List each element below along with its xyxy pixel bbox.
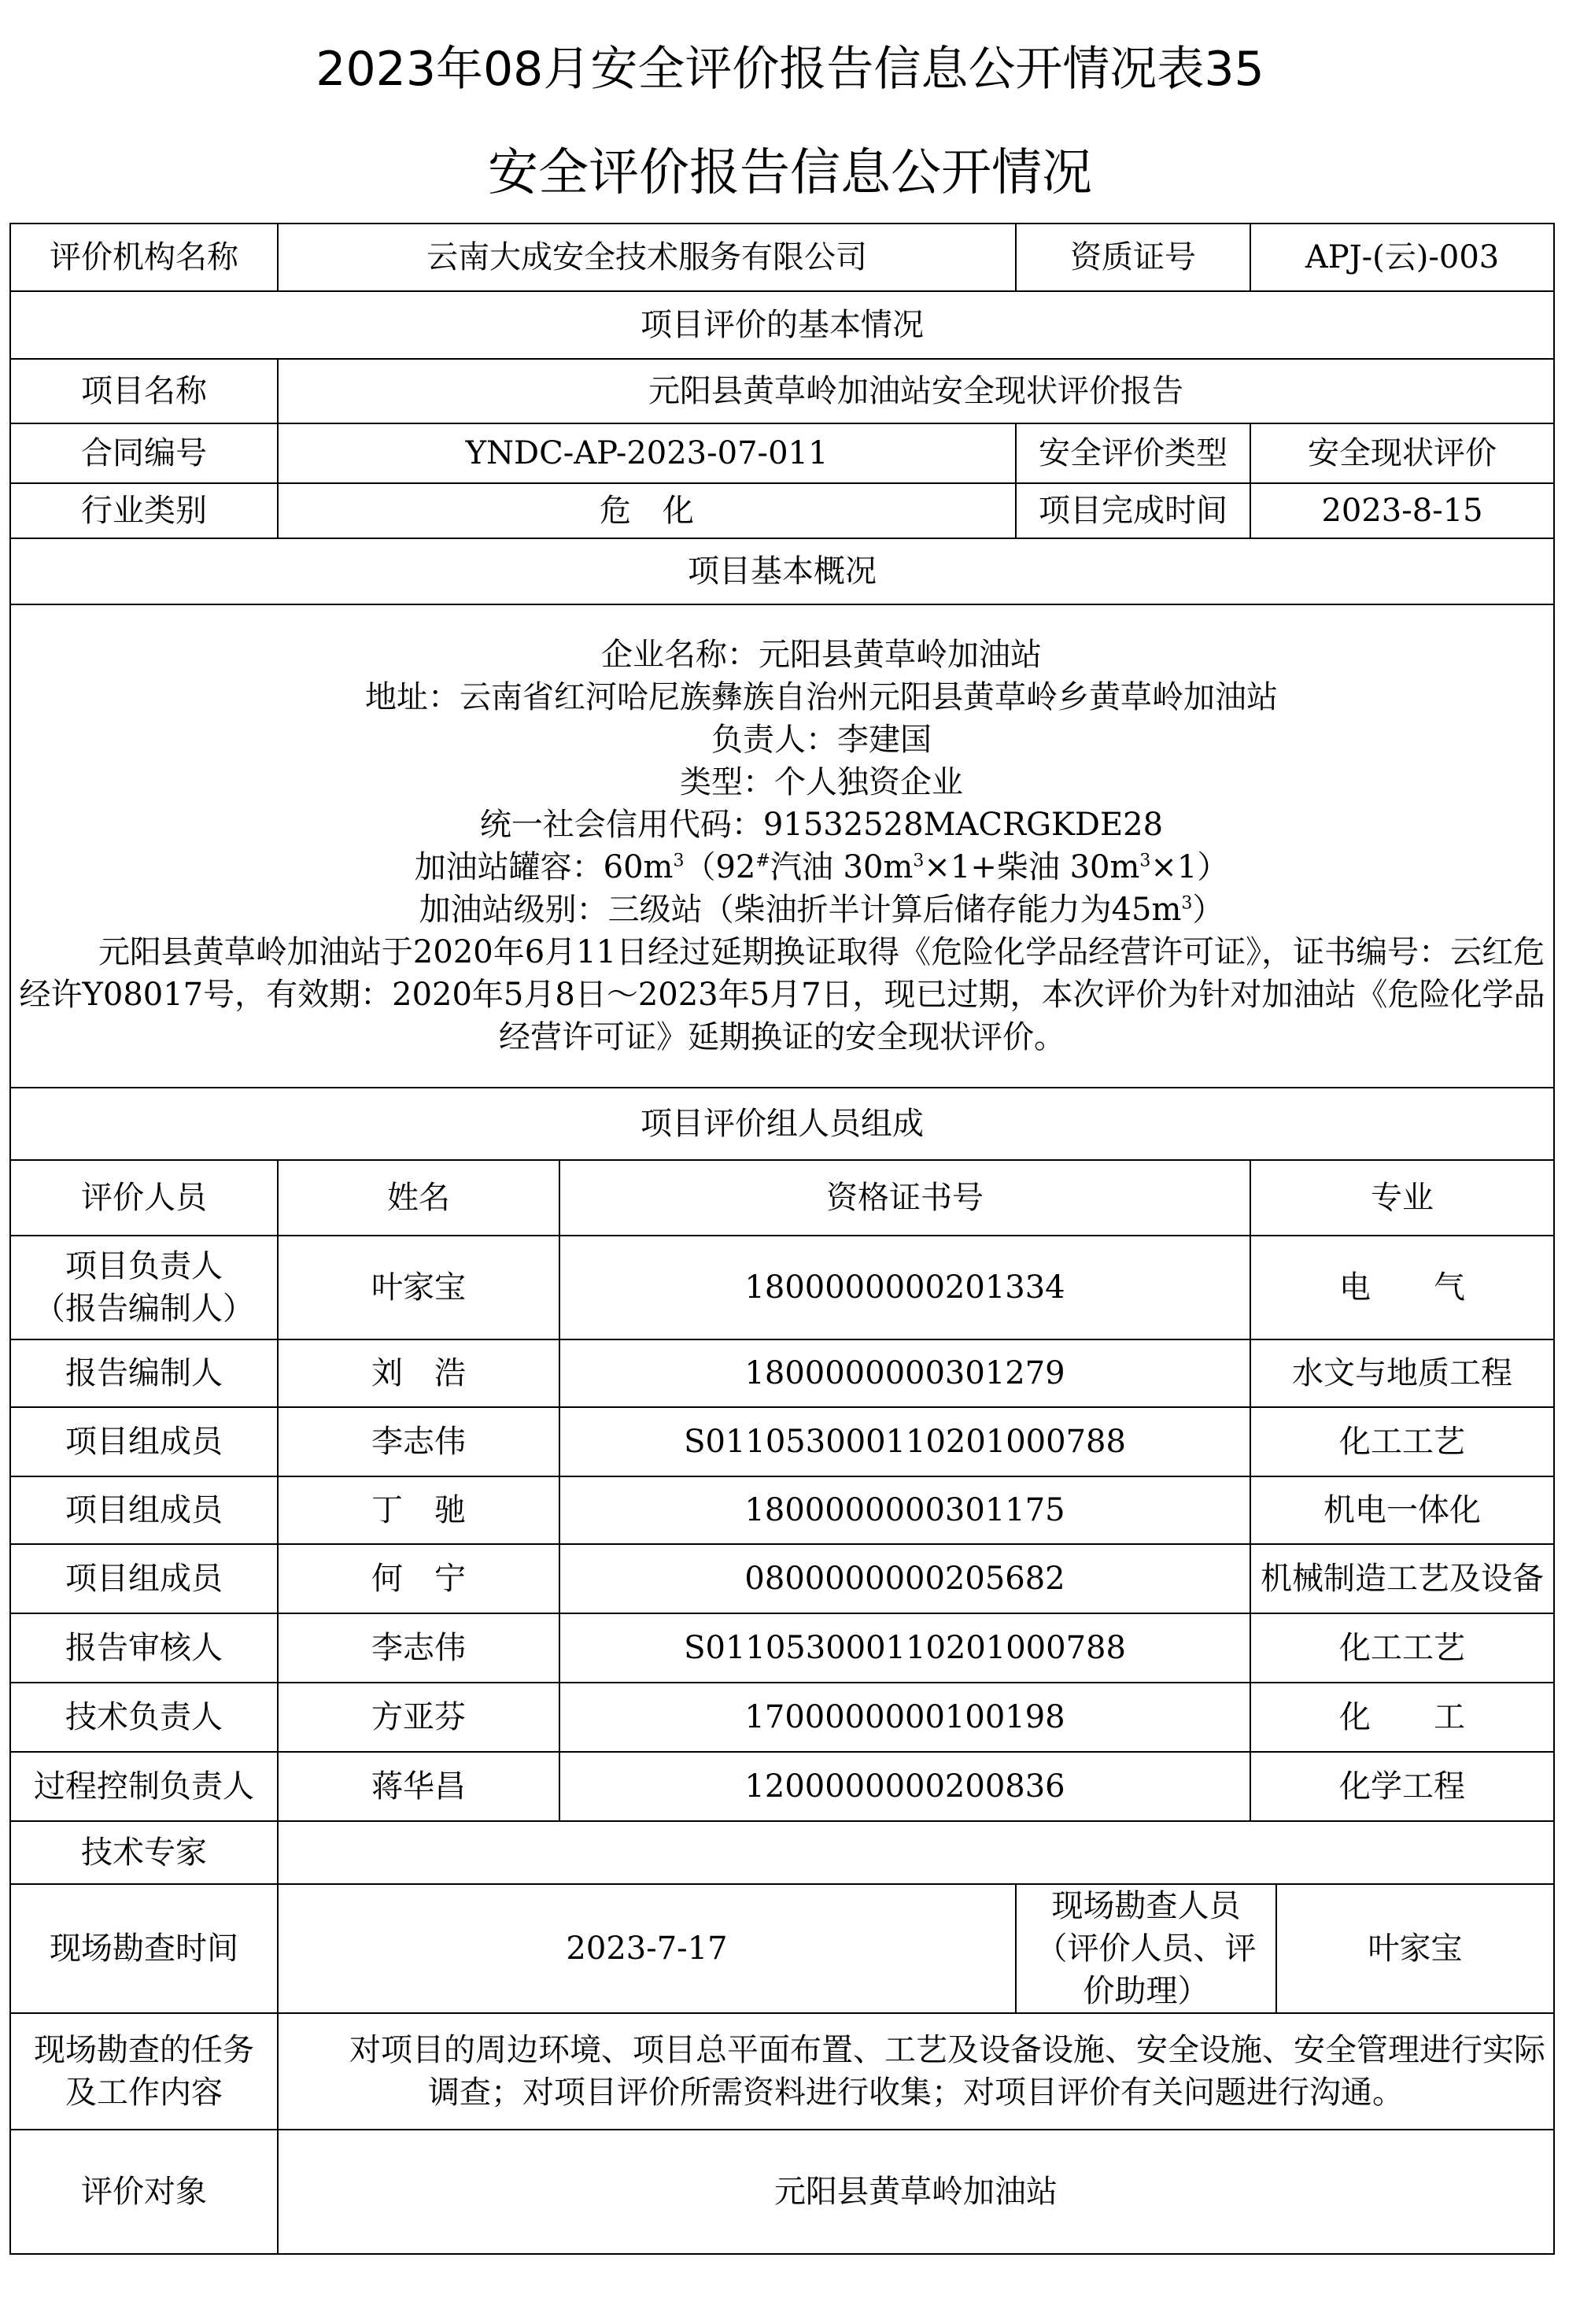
site-row [10,1884,1554,2013]
table-row [10,1236,1554,1339]
task-label-line: 现场勘查的任务 [34,2032,254,2068]
capacity-sup: # [755,851,770,871]
member-name: 方亚芬 [278,1683,559,1752]
industry-value: 危 化 [278,483,1016,538]
capacity-sup: 3 [913,851,925,871]
level-text: 加油站级别：三级站（柴油折半计算后储存能力为45m [419,892,1182,928]
overview-capacity [17,846,1547,889]
task-content [278,2013,1554,2130]
industry-label: 行业类别 [10,483,278,538]
disclosure-table [9,223,1555,2255]
member-major: 电 气 [1250,1236,1554,1339]
member-name: 刘 浩 [278,1339,559,1407]
member-role: 项目组成员 [10,1407,278,1476]
capacity-text: ×1） [1150,849,1229,885]
overview-credit-code: 统一社会信用代码：91532528MACRGKDE28 [479,807,1164,843]
eval-type-value: 安全现状评价 [1250,423,1554,483]
table-row [10,1613,1554,1683]
overview-section-title: 项目基本概况 [10,538,1554,604]
capacity-text: 加油站罐容：60m [414,849,674,885]
member-major: 化工工艺 [1250,1613,1554,1683]
overview-company: 企业名称：元阳县黄草岭加油站 [601,637,1043,673]
member-major: 化学工程 [1250,1752,1554,1821]
capacity-text: 汽油 30m [770,849,914,885]
member-role: 报告审核人 [10,1613,278,1683]
member-cert: 0800000000205682 [559,1544,1250,1613]
level-sup: 3 [1181,893,1193,914]
site-staff-label [1016,1884,1276,2013]
member-name: 丁 驰 [278,1476,559,1544]
member-name: 李志伟 [278,1407,559,1476]
object-value: 元阳县黄草岭加油站 [278,2130,1554,2254]
member-cert: 1800000000201334 [559,1236,1250,1339]
table-row [10,1407,1554,1476]
capacity-text: （92 [684,849,756,885]
member-name: 蒋华昌 [278,1752,559,1821]
overview-paragraph: 元阳县黄草岭加油站于2020年6月11日经过延期换证取得《危险化学品经营许可证》，证书编号：云红危经许Y08017号，有效期：2020年5月8日～2023年5月7日，现已过期，本次评价为针对加油站《危险化学品经营许可证》延期换证的安全现状评价。 [19,934,1545,1055]
object-row [10,2130,1554,2254]
expert-row [10,1821,1554,1884]
overview-level [17,889,1547,931]
document-subtitle: 安全评价报告信息公开情况 [488,144,1092,202]
task-label-line: 及工作内容 [65,2075,223,2111]
member-cert: S011053000110201000788 [559,1407,1250,1476]
expert-label: 技术专家 [10,1821,278,1884]
table-row [10,1544,1554,1613]
member-cert: 1800000000301279 [559,1339,1250,1407]
header-cert: 资格证书号 [559,1160,1250,1236]
role-line: 项目负责人 [65,1248,223,1284]
site-time-value: 2023-7-17 [278,1884,1016,2013]
overview-person: 负责人：李建国 [711,722,932,758]
capacity-sup: 3 [673,851,685,871]
member-role [10,1236,278,1339]
member-major: 化工工艺 [1250,1407,1554,1476]
member-major: 机械制造工艺及设备 [1250,1544,1554,1613]
team-header-row [10,1160,1554,1236]
capacity-text: ×1+柴油 30m [924,849,1140,885]
table-row [10,1752,1554,1821]
member-major: 水文与地质工程 [1250,1339,1554,1407]
staff-label-line: （评价人员、评价助理） [1035,1931,1257,2009]
project-name-value: 元阳县黄草岭加油站安全现状评价报告 [278,359,1554,423]
member-major: 化 工 [1250,1683,1554,1752]
member-name: 叶家宝 [278,1236,559,1339]
org-row [10,224,1554,291]
cert-label: 资质证号 [1016,224,1250,291]
contract-value: YNDC-AP-2023-07-011 [278,423,1016,483]
team-section-title: 项目评价组人员组成 [10,1088,1554,1160]
member-cert: 1800000000301175 [559,1476,1250,1544]
header-name: 姓名 [278,1160,559,1236]
basic-section-title: 项目评价的基本情况 [10,291,1554,359]
staff-label-line: 现场勘查人员 [1051,1888,1241,1924]
site-staff-value: 叶家宝 [1276,1884,1554,2013]
level-text: ） [1192,892,1224,928]
table-row [10,1339,1554,1407]
org-label: 评价机构名称 [10,224,278,291]
member-role: 技术负责人 [10,1683,278,1752]
member-cert: 1700000000100198 [559,1683,1250,1752]
member-cert: 1200000000200836 [559,1752,1250,1821]
member-major: 机电一体化 [1250,1476,1554,1544]
table-row [10,1476,1554,1544]
member-name: 李志伟 [278,1613,559,1683]
member-role: 项目组成员 [10,1476,278,1544]
capacity-sup: 3 [1139,851,1151,871]
role-line: （报告编制人） [34,1291,254,1327]
task-text: 对项目的周边环境、项目总平面布置、工艺及设备设施、安全设施、安全管理进行实际调查；对项目评价所需资料进行收集；对项目评价有关问题进行沟通。 [349,2032,1546,2111]
contract-label: 合同编号 [10,423,278,483]
member-name: 何 宁 [278,1544,559,1613]
overview-content [10,604,1554,1088]
header-major: 专业 [1250,1160,1554,1236]
overview-type: 类型：个人独资企业 [680,764,964,800]
task-label [10,2013,278,2130]
header-role: 评价人员 [10,1160,278,1236]
eval-type-label: 安全评价类型 [1016,423,1250,483]
finish-label: 项目完成时间 [1016,483,1250,538]
cert-value: APJ-(云)-003 [1250,224,1554,291]
member-role: 过程控制负责人 [10,1752,278,1821]
member-role: 项目组成员 [10,1544,278,1613]
site-time-label: 现场勘查时间 [10,1884,278,2013]
expert-value [278,1821,1554,1884]
document-title: 2023年08月安全评价报告信息公开情况表35 [316,42,1264,97]
table-row [10,1683,1554,1752]
member-role: 报告编制人 [10,1339,278,1407]
org-value: 云南大成安全技术服务有限公司 [278,224,1016,291]
finish-value: 2023-8-15 [1250,483,1554,538]
object-label: 评价对象 [10,2130,278,2254]
overview-address: 地址：云南省红河哈尼族彝族自治州元阳县黄草岭乡黄草岭加油站 [365,679,1279,715]
member-cert: S011053000110201000788 [559,1613,1250,1683]
project-name-label: 项目名称 [10,359,278,423]
task-row [10,2013,1554,2130]
